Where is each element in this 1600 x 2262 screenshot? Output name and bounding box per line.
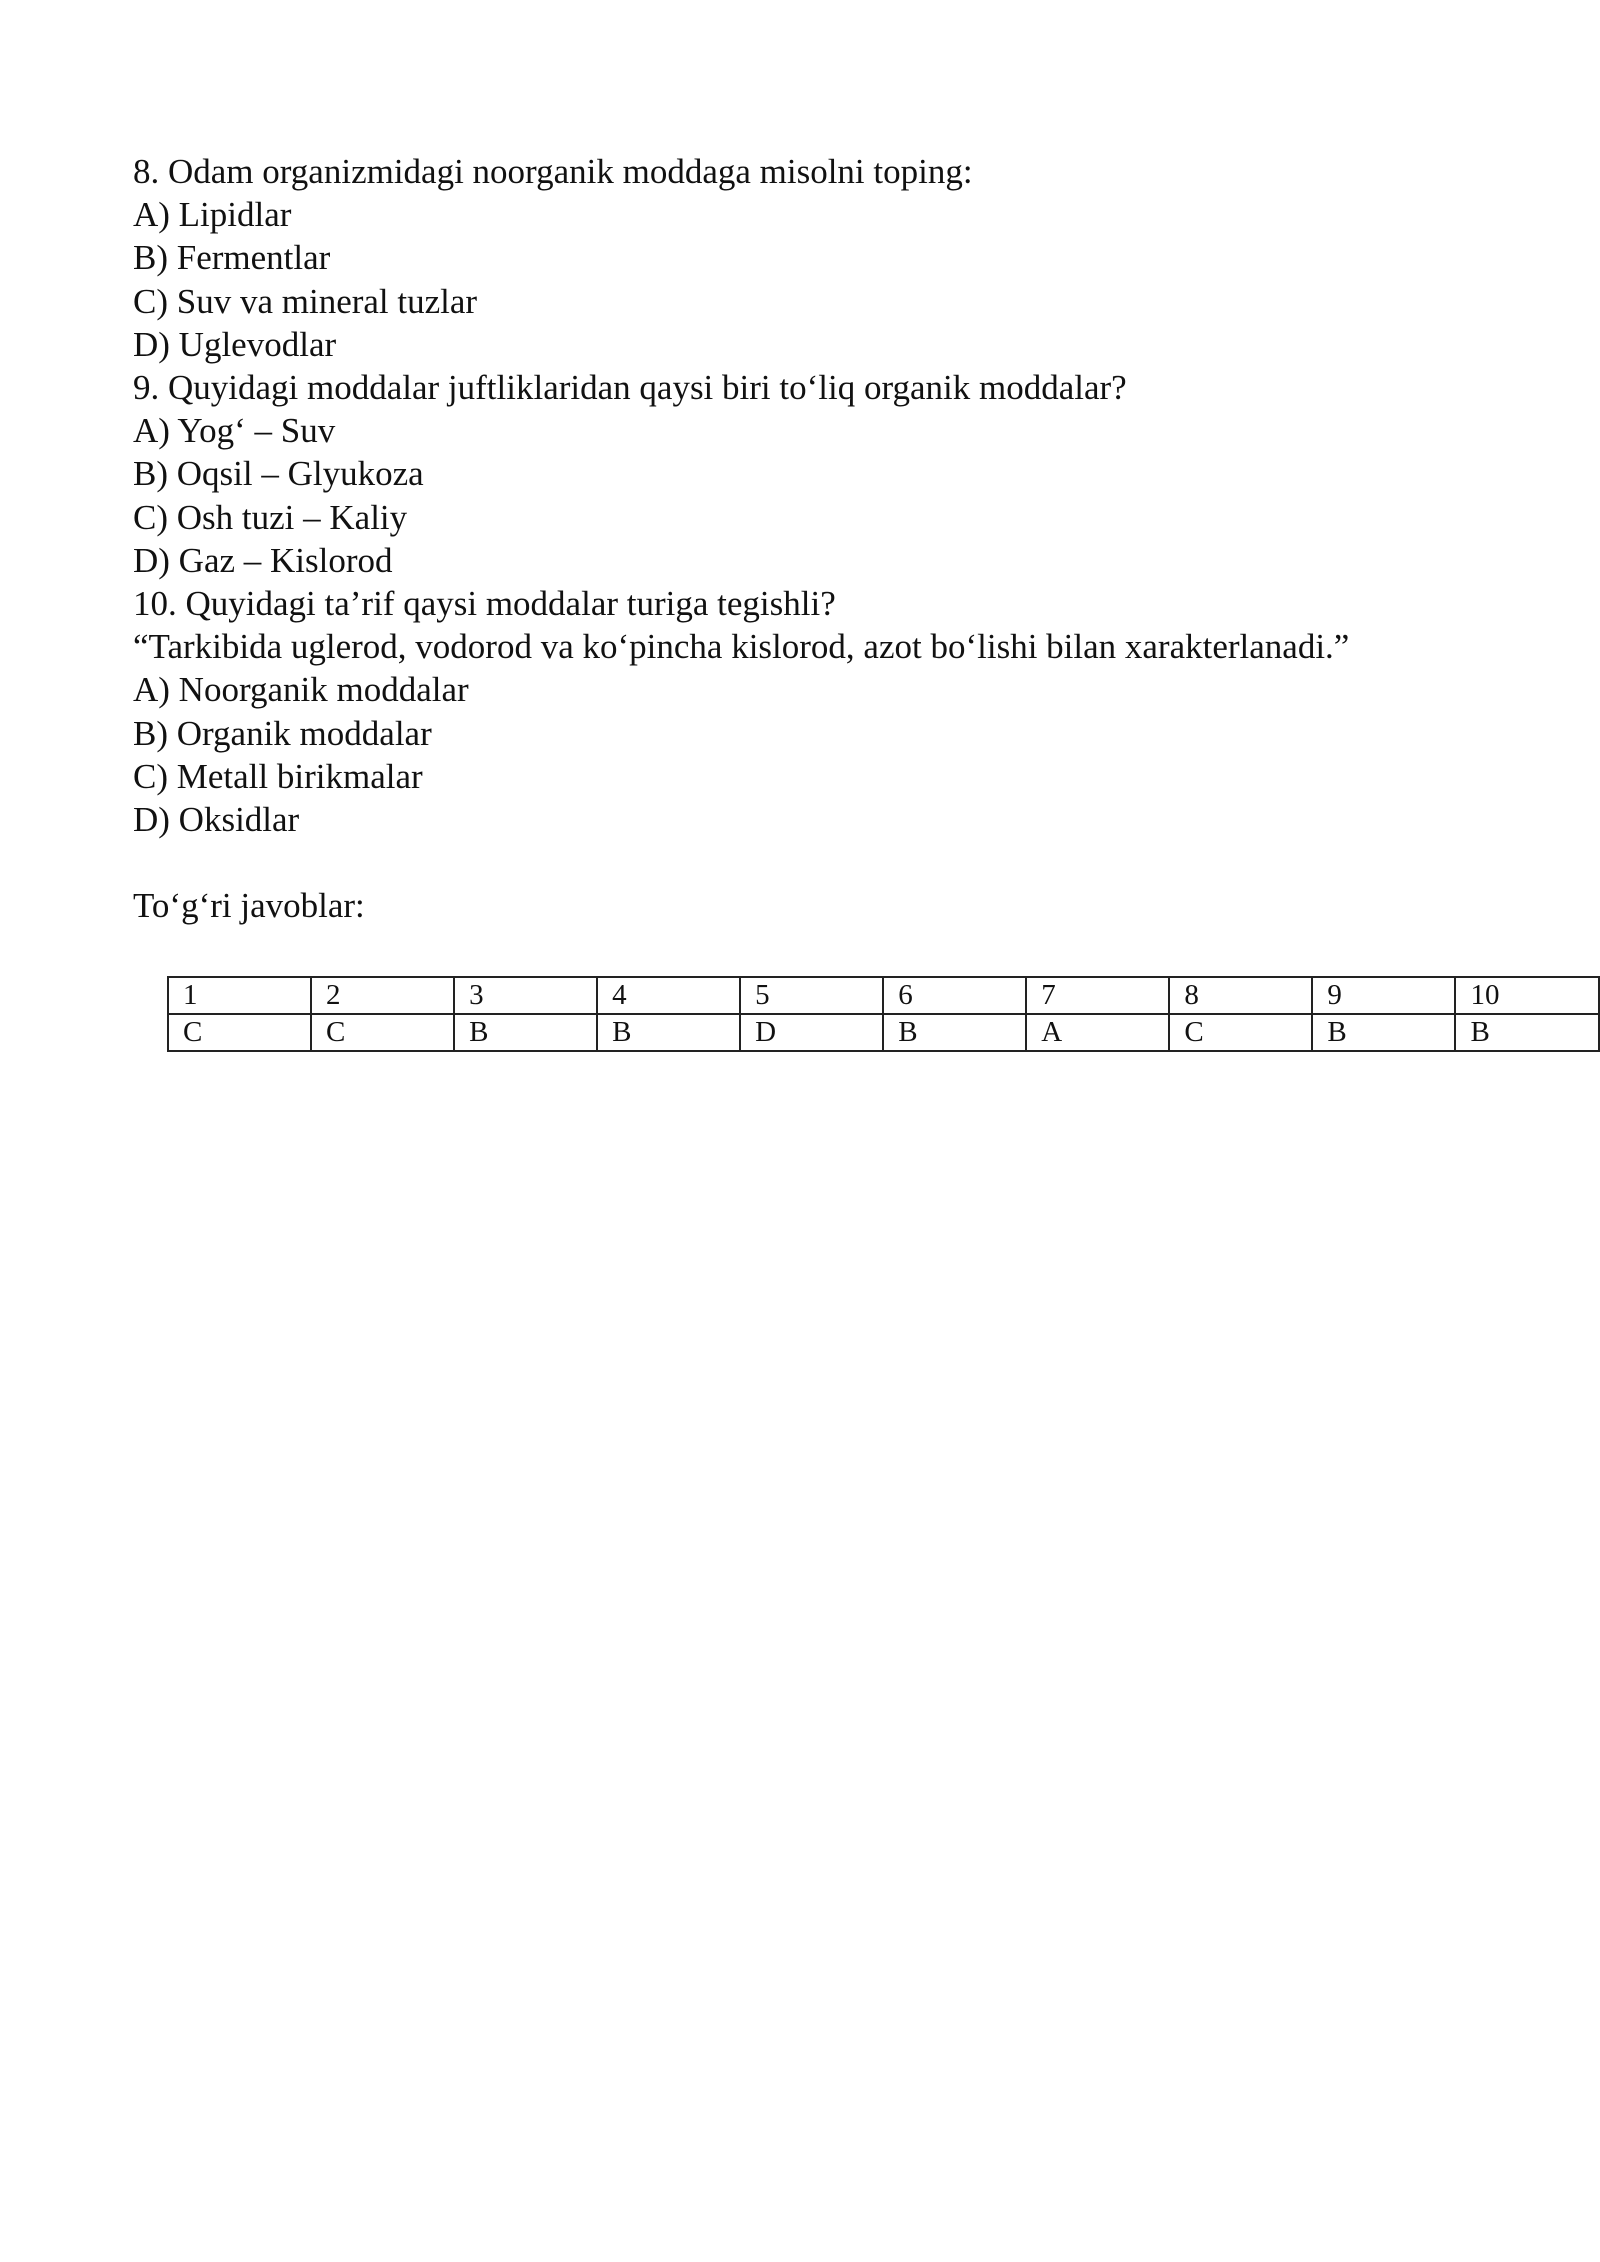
answer-number-cell: 9 — [1312, 977, 1455, 1014]
question-8-text: 8. Odam organizmidagi noorganik moddaga misolni toping: — [133, 152, 973, 191]
answer-number-cell: 3 — [454, 977, 597, 1014]
document-content — [133, 150, 1533, 928]
question-10-option-d: D) Oksidlar — [133, 800, 300, 840]
answer-letter-cell: C — [168, 1014, 311, 1051]
answer-letter-cell: A — [1026, 1014, 1169, 1051]
answer-letter-cell: B — [1455, 1014, 1599, 1051]
answer-key-letter-row — [168, 1014, 1599, 1051]
question-9-option-b: B) Oqsil – Glyukoza — [133, 454, 424, 494]
answer-number-cell: 5 — [740, 977, 883, 1014]
answer-number-cell: 10 — [1455, 977, 1599, 1014]
question-10-quote: “Tarkibida uglerod, vodorod va ko‘pincha kislorod, azot bo‘lishi bilan xarakterlanadi.” — [133, 627, 1350, 667]
answer-number-cell: 4 — [597, 977, 740, 1014]
answer-key-table — [167, 976, 1600, 1052]
question-8-option-c: C) Suv va mineral tuzlar — [133, 281, 478, 321]
answer-letter-cell: D — [740, 1014, 883, 1051]
answer-key-number-row — [168, 977, 1599, 1014]
question-9-option-d: D) Gaz – Kislorod — [133, 540, 393, 580]
answer-number-cell: 6 — [883, 977, 1026, 1014]
answer-letter-cell: B — [1312, 1014, 1455, 1051]
answer-number-cell: 1 — [168, 977, 311, 1014]
answer-number-cell: 8 — [1169, 977, 1312, 1014]
question-10-option-b: B) Organik moddalar — [133, 713, 432, 753]
question-8-option-a: A) Lipidlar — [133, 195, 292, 235]
question-8-option-b: B) Fermentlar — [133, 238, 331, 278]
question-10-text: 10. Quyidagi ta’rif qaysi moddalar turiga tegishli? — [133, 584, 836, 624]
answer-letter-cell: B — [454, 1014, 597, 1051]
question-10-option-a: A) Noorganik moddalar — [133, 670, 469, 710]
answer-letter-cell: C — [311, 1014, 454, 1051]
question-9-text: 9. Quyidagi moddalar juftliklaridan qaysi biri to‘liq organik moddalar? — [133, 368, 1127, 408]
answer-letter-cell: C — [1169, 1014, 1312, 1051]
blank-line — [133, 841, 1533, 884]
question-9-option-c: C) Osh tuzi – Kaliy — [133, 497, 408, 537]
answer-number-cell: 2 — [311, 977, 454, 1014]
answer-letter-cell: B — [597, 1014, 740, 1051]
answers-heading: To‘g‘ri javoblar: — [133, 886, 365, 926]
answer-number-cell: 7 — [1026, 977, 1169, 1014]
question-10-option-c: C) Metall birikmalar — [133, 756, 423, 796]
question-9-option-a: A) Yog‘ – Suv — [133, 411, 336, 451]
answer-letter-cell: B — [883, 1014, 1026, 1051]
question-8-option-d: D) Uglevodlar — [133, 324, 337, 364]
